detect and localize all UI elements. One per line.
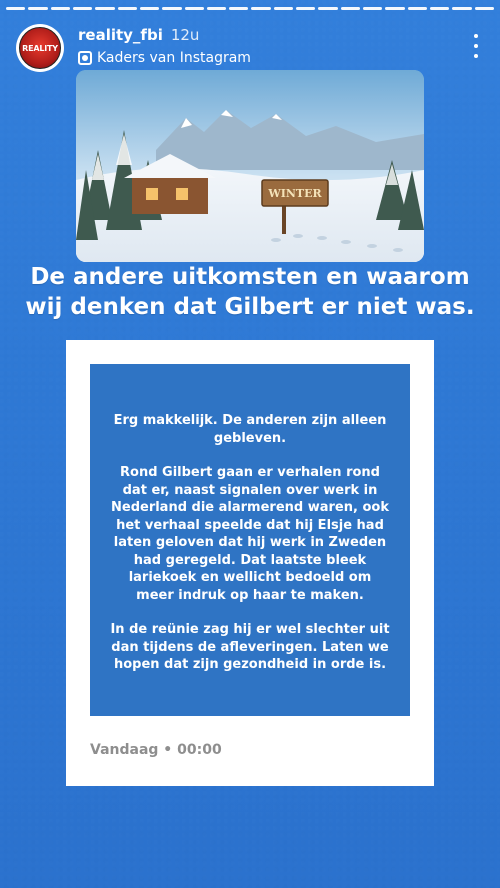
post-time: 12u — [170, 26, 200, 44]
avatar[interactable] — [16, 24, 64, 72]
headline-line-1: De andere uitkomsten en waarom — [30, 264, 470, 290]
headline-line-2: wij denken dat Gilbert er niet was. — [25, 294, 475, 320]
story-progress-segment — [51, 7, 70, 10]
card-paragraph-2: Rond Gilbert gaan er verhalen rond dat er, naast signalen over werk in Nederland die alarmerend waren, ook het verhaal speelde dat hij Elsje had laten geloven dat hij werk in Zweden had geregeld. Dat laatste bleek lariekoek en wellicht bedoeld om meer indruk op haar te maken. — [111, 465, 389, 603]
story-progress-segment — [229, 7, 248, 10]
story-progress-segment — [28, 7, 47, 10]
template-attribution[interactable] — [78, 50, 251, 66]
card-paragraph-1: Erg makkelijk. De anderen zijn alleen gebleven. — [113, 413, 387, 446]
story-progress-segment — [341, 7, 360, 10]
story-progress-segment — [140, 7, 159, 10]
story-progress-segment — [408, 7, 427, 10]
story-progress-segment — [162, 7, 181, 10]
post-card-body — [90, 364, 410, 716]
story-progress-segment — [118, 7, 137, 10]
username[interactable] — [78, 26, 199, 44]
story-progress-segment — [318, 7, 337, 10]
story-progress-segment — [363, 7, 382, 10]
post-timestamp: Vandaag • 00:00 — [90, 742, 222, 758]
avatar-logo: REALITY — [19, 27, 61, 69]
story-progress-segment — [207, 7, 226, 10]
story-progress-segment — [475, 7, 494, 10]
username-label: reality_fbi — [78, 26, 163, 44]
template-attribution-label: Kaders van Instagram — [97, 50, 251, 66]
frame-icon — [78, 51, 92, 65]
winter-scene — [76, 70, 424, 262]
story-progress-segment — [95, 7, 114, 10]
story-progress-segment — [274, 7, 293, 10]
post-card — [66, 340, 434, 786]
story-progress-segment — [185, 7, 204, 10]
story-header — [16, 24, 484, 74]
winter-sign-text: WINTER — [268, 187, 322, 200]
story-progress-segment — [73, 7, 92, 10]
story-headline — [20, 262, 480, 322]
story-progress-segment — [6, 7, 25, 10]
story-progress-segment — [452, 7, 471, 10]
card-paragraph-3: In de reünie zag hij er wel slechter uit dan tijdens de afleveringen. Laten we hopen dat zijn gezondheid in orde is. — [110, 622, 390, 672]
more-options-icon[interactable] — [472, 34, 480, 58]
story-progress-segment — [385, 7, 404, 10]
story-progress-segment — [251, 7, 270, 10]
story-progress-segment — [430, 7, 449, 10]
story-progress-bar — [6, 7, 494, 10]
winter-photo — [76, 70, 424, 262]
story-progress-segment — [296, 7, 315, 10]
